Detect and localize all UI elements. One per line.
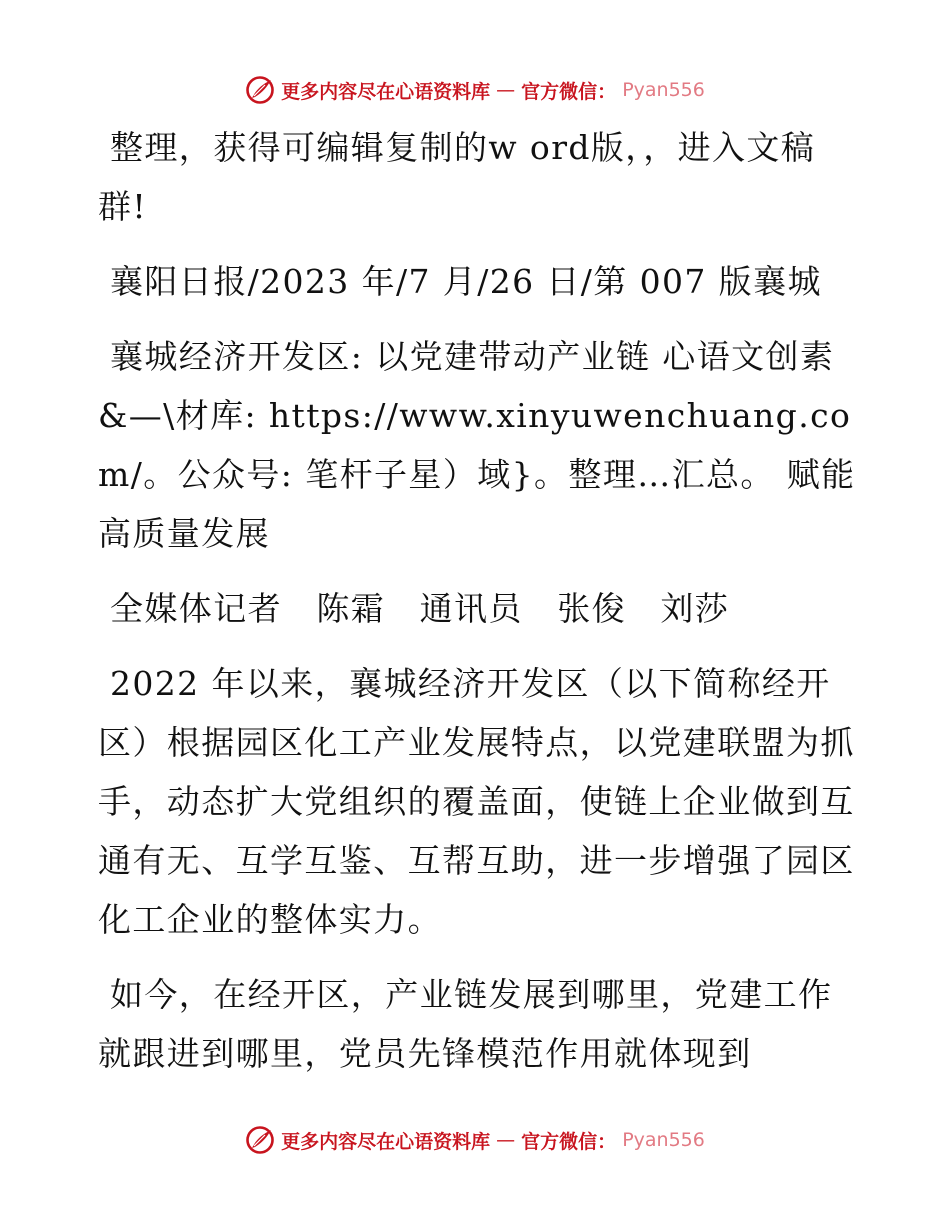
watermark-dash: — — [496, 79, 516, 101]
watermark-label: 官方微信： — [521, 80, 617, 103]
quill-circle-logo-icon — [245, 1125, 275, 1155]
watermark — [245, 1125, 705, 1155]
paragraph-byline: 全媒体记者 陈霜 通讯员 张俊 刘莎 — [110, 589, 730, 628]
quill-circle-logo-icon — [245, 75, 275, 105]
watermark-text: 更多内容尽在心语资料库 — [281, 1130, 491, 1153]
watermark-text: 更多内容尽在心语资料库 — [281, 80, 491, 103]
footer-watermark — [0, 1120, 950, 1160]
watermark-account: Pyan556 — [622, 1129, 705, 1151]
paragraph-intro: 整理，获得可编辑复制的w ord版，，进入文稿群! — [98, 128, 816, 226]
watermark-account: Pyan556 — [622, 79, 705, 101]
paragraph-body-2: 如今，在经开区，产业链发展到哪里，党建工作就跟进到哪里，党员先锋模范作用就体现到 — [98, 975, 833, 1073]
watermark — [245, 75, 705, 105]
watermark-dash: — — [496, 1129, 516, 1151]
header-watermark — [0, 70, 950, 110]
paragraph-source: 襄阳日报/2023 年/7 月/26 日/第 007 版襄城 — [110, 262, 822, 301]
paragraph-headline: 襄城经济开发区: 以党建带动产业链 心语文创素&—\材库: https://www.xinyuwenchuang.com/。公众号: 笔杆子星）域}。整理…汇总。 赋能高质量发展 — [98, 337, 856, 553]
document-body — [98, 118, 856, 1099]
watermark-label: 官方微信： — [521, 1130, 617, 1153]
paragraph-body-1: 2022 年以来，襄城经济开发区（以下简称经开区）根据园区化工产业发展特点，以党建联盟为抓手，动态扩大党组织的覆盖面，使链上企业做到互通有无、互学互鉴、互帮互助，进一步增强了园区化工企业的整体实力。 — [98, 664, 855, 939]
